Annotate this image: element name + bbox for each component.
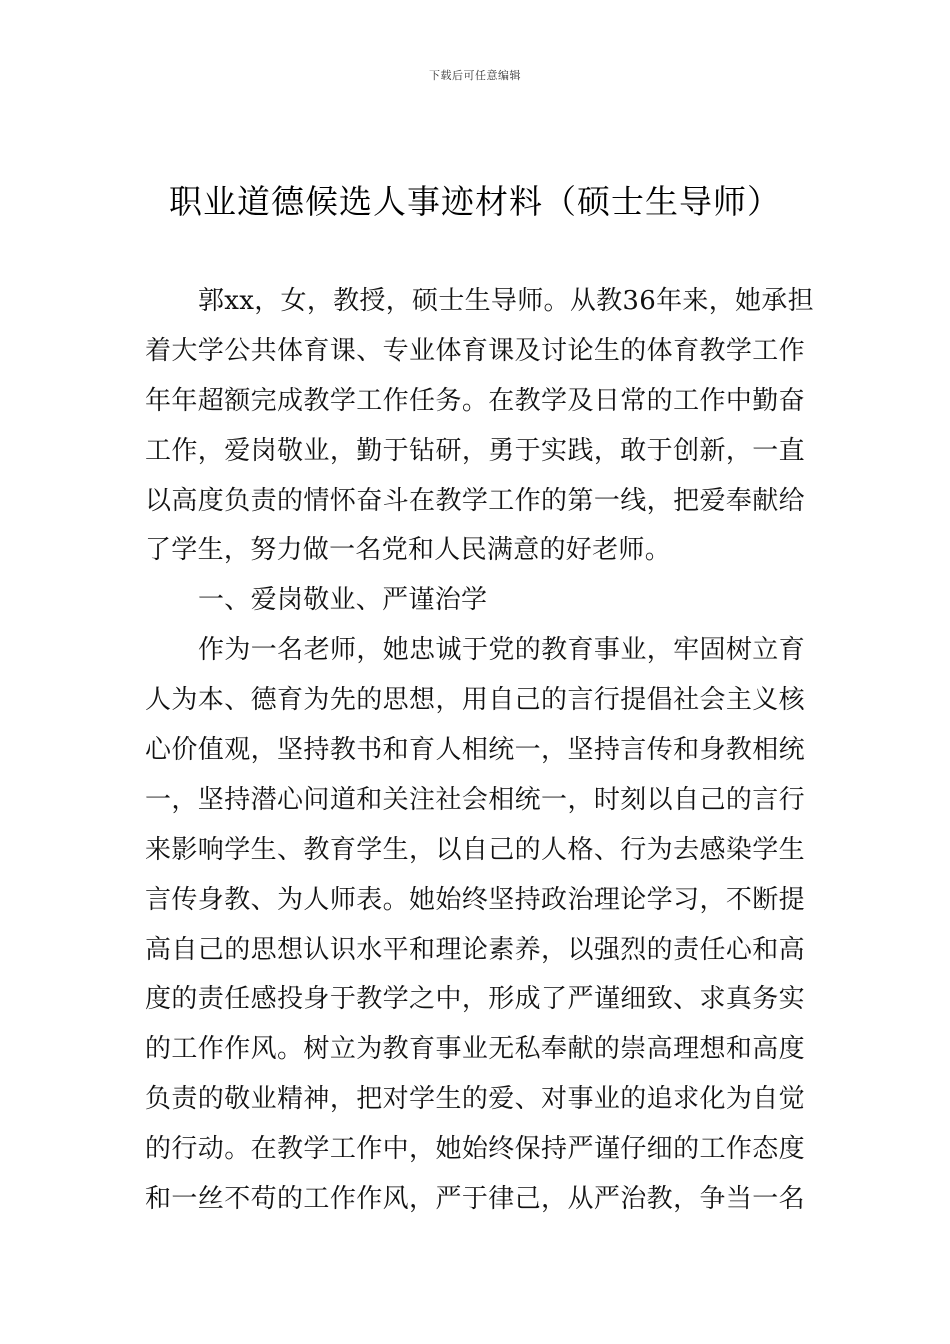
paragraph-line: 作为一名老师，她忠诚于党的教育事业，牢固树立育 xyxy=(198,635,805,666)
paragraph-line: 的工作作风。树立为教育事业无私奉献的崇高理想和高度 xyxy=(145,1034,805,1065)
paragraph-line: 度的责任感投身于教学之中，形成了严谨细致、求真务实 xyxy=(145,984,805,1015)
paragraph-line: 和一丝不苟的工作作风，严于律己，从严治教，争当一名 xyxy=(145,1184,805,1215)
document-body xyxy=(145,277,814,1225)
paragraph-line: 高自己的思想认识水平和理论素养，以强烈的责任心和高 xyxy=(145,934,805,965)
paragraph-line: 以高度负责的情怀奋斗在教学工作的第一线，把爱奉献给 xyxy=(145,485,805,516)
paragraph-line: 负责的敬业精神，把对学生的爱、对事业的追求化为自觉 xyxy=(145,1084,805,1115)
paragraph-line: 工作，爱岗敬业，勤于钻研，勇于实践，敢于创新，一直 xyxy=(145,435,805,466)
paragraph-line: 一，坚持潜心问道和关注社会相统一，时刻以自己的言行 xyxy=(145,784,805,815)
paragraph-line: 心价值观，坚持教书和育人相统一，坚持言传和身教相统 xyxy=(145,735,805,766)
paragraph-line: 了学生，努力做一名党和人民满意的好老师。 xyxy=(145,535,672,566)
page-header-note: 下载后可任意编辑 xyxy=(429,69,521,82)
paragraph-line: 来影响学生、教育学生，以自己的人格、行为去感染学生 xyxy=(145,834,805,865)
paragraph-line: 着大学公共体育课、专业体育课及讨论生的体育教学工作 xyxy=(145,335,805,366)
paragraph-line: 郭xx，女，教授，硕士生导师。从教36年来，她承担 xyxy=(198,286,814,316)
section-heading: 一、爱岗敬业、严谨治学 xyxy=(198,585,488,616)
paragraph-line: 人为本、德育为先的思想，用自己的言行提倡社会主义核 xyxy=(145,685,805,716)
paragraph-line: 言传身教、为人师表。她始终坚持政治理论学习，不断提 xyxy=(145,884,805,915)
paragraph-line: 的行动。在教学工作中，她始终保持严谨仔细的工作态度 xyxy=(145,1134,805,1165)
document-title: 职业道德候选人事迹材料（硕士生导师） xyxy=(169,182,781,221)
paragraph-line: 年年超额完成教学工作任务。在教学及日常的工作中勤奋 xyxy=(145,385,805,416)
